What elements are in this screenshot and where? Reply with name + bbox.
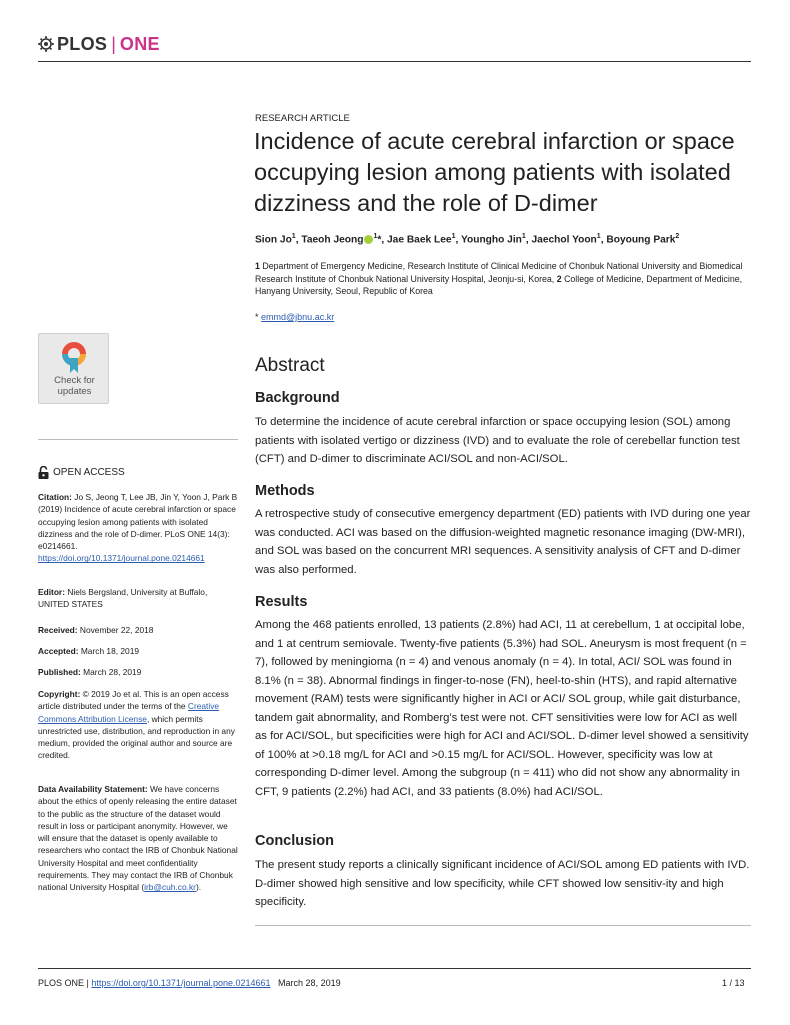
corresponding-star: *	[255, 312, 259, 322]
published-date: March 28, 2019	[83, 667, 142, 677]
copyright-block	[38, 688, 240, 762]
article-type: RESEARCH ARTICLE	[255, 113, 350, 124]
article-title: Incidence of acute cerebral infarction or space occupying lesion among patients with isolated dizziness and the role of D-dimer	[254, 128, 735, 216]
corresponding-marker: *	[377, 234, 382, 246]
published-label: Published:	[38, 667, 81, 677]
check-for-updates-badge[interactable]	[38, 333, 109, 404]
logo-separator: |	[111, 33, 116, 54]
badge-line-1: Check for	[54, 375, 95, 386]
affiliation-1: Department of Emergency Medicine, Research Institute of Clinical Medicine of Chonbuk National University and Biomedical Research Institute of Chonbuk National University Hospital, Jeonju-si, Korea,	[255, 261, 743, 284]
abstract-bottom-rule	[255, 925, 751, 926]
data-availability-end: ).	[195, 882, 202, 893]
conclusion-text: The present study reports a clinically significant incidence of ACI/SOL among ED patients with IVD. D-dimer showed high sensitive and low specificity, while CFT showed low sensitiv-ity and high specificity.	[255, 859, 750, 908]
footer-doi-link[interactable]: https://doi.org/10.1371/journal.pone.0214661	[91, 978, 271, 988]
sidebar-rule	[38, 439, 238, 440]
footer-journal: PLOS ONE |	[38, 978, 89, 988]
logo-one: ONE	[119, 33, 160, 54]
author-name[interactable]: Taeoh Jeong	[301, 234, 364, 246]
citation-text: Jo S, Jeong T, Lee JB, Jin Y, Yoon J, Park B (2019) Incidence of acute cerebral infarction or space occupying lesion among patients with isolated dizziness and the role of D-dimer. PLoS ONE 14(3): e0214661.	[38, 492, 238, 552]
results-text: Among the 468 patients enrolled, 13 patients (2.8%) had ACI, 11 at cerebellum, 1 at occipital lobe, and 1 at centrum semiovale. Twenty-five patients (5.3%) had SOL. Aneurysm is most frequent (n = 7), followed by meningioma (n = 4) and venous anomaly (n = 4). In total, ACI/ SOL was found in 8.1% (n = 38). Abnormal findings in finger-to-nose (FN), heel-to-shin (HTS), and rapid alternative movement (RAM) tests were significantly higher in ACI or ACI/ SOL group, while gait disturbance, tandem gait abnormality, and Romberg's test were not. CFT sensitivities were low for ACI as well as for ACI/SOL, but specificities were high for ACI and ACI/SOL. D-dimer level showed a sensitivity of 100% at >0.18 mg/L for ACI and >0.15 mg/L for ACI/SOL. However, specificity was low at corresponding D-dimer level. Among the subgroup (n = 411) who did not show any abnormality in CFT, 9 patients (2.2%) had ACI, and 33 patients (8.0%) had ACI/SOL.	[255, 619, 749, 798]
author-affiliation-marker: 1	[596, 233, 601, 240]
background-heading: Background	[255, 390, 340, 406]
published-block	[38, 666, 240, 678]
open-lock-icon	[38, 466, 49, 479]
author-name[interactable]: Jae Baek Lee	[387, 234, 452, 246]
author-affiliation-marker: 1	[451, 233, 456, 240]
author-affiliation-marker: 1	[373, 233, 378, 240]
editor-text: Niels Bergsland, University at Buffalo, UNITED STATES	[38, 587, 208, 610]
page-number: 1 / 13	[722, 978, 745, 988]
results-heading: Results	[255, 594, 308, 610]
methods-heading: Methods	[255, 483, 315, 499]
header-rule	[38, 61, 751, 62]
corresponding-email-link[interactable]: emmd@jbnu.ac.kr	[261, 312, 335, 322]
author-name[interactable]: Jaechol Yoon	[531, 234, 597, 246]
editor-block	[38, 586, 240, 611]
open-access-text: OPEN ACCESS	[53, 467, 125, 478]
affiliation-1-number: 1	[255, 261, 260, 271]
footer-rule	[38, 968, 751, 969]
cc-license-link[interactable]: Creative Commons Attribution License	[38, 701, 220, 724]
data-availability-label: Data Availability Statement:	[38, 784, 148, 794]
footer-citation	[38, 978, 341, 988]
editor-label: Editor:	[38, 587, 65, 597]
author-name[interactable]: Sion Jo	[255, 234, 292, 246]
affiliations	[255, 260, 752, 298]
affiliation-2-number: 2	[556, 273, 562, 284]
citation-block	[38, 491, 240, 565]
journal-logo[interactable]	[38, 34, 160, 54]
accepted-block	[38, 645, 240, 657]
author-affiliation-marker: 2	[675, 233, 680, 240]
conclusion-heading: Conclusion	[255, 833, 334, 849]
logo-plos: PLOS	[57, 33, 108, 54]
accepted-label: Accepted:	[38, 646, 79, 656]
irb-email-link[interactable]: irb@cuh.co.kr	[144, 882, 196, 893]
badge-line-2: updates	[57, 385, 92, 397]
footer-date: March 28, 2019	[278, 978, 341, 988]
background-text: To determine the incidence of acute cerebral infarction or space occupying lesion (SOL) among patients with isolated vertigo or dizziness (IVD) and to evaluate the role of cerebellar function test (CFT) and D-dimer to discriminate ACI/SOL and non-ACI/SOL.	[255, 416, 740, 465]
methods-text: A retrospective study of consecutive emergency department (ED) patients with IVD during one year was conducted. ACI was based on the diffusion-weighted magnetic resonance imaging (DW-MRI), and SOL was based on the concurrent MRI sequences. A sensitivity analysis of CFT and D-dimer was also performed.	[255, 508, 751, 576]
plos-gear-icon	[38, 36, 54, 52]
affiliation-2: College of Medicine, Department of Medicine, Hanyang University, Seoul, Republic of Korea	[255, 273, 743, 296]
author-name[interactable]: Youngho Jin	[460, 234, 522, 246]
citation-doi-link[interactable]: https://doi.org/10.1371/journal.pone.0214661	[38, 553, 205, 564]
abstract-heading: Abstract	[255, 355, 325, 376]
author-affiliation-marker: 1	[291, 233, 296, 240]
received-date: November 22, 2018	[79, 625, 154, 635]
author-list: Sion Jo$^1$, Taeoh Jeong $^1$*, Jae Baek Lee$^1$, Youngho Jin$^1$, Jaechol Yoon$^1$, Boyoung Park$^2$	[255, 233, 680, 246]
open-access-label	[38, 466, 125, 479]
crossmark-icon	[59, 340, 89, 374]
copyright-label: Copyright:	[38, 689, 81, 699]
received-label: Received:	[38, 625, 78, 635]
accepted-date: March 18, 2019	[80, 646, 140, 656]
citation-label: Citation:	[38, 492, 72, 502]
author-name[interactable]: Boyoung Park	[606, 234, 676, 246]
received-block	[38, 624, 240, 636]
data-availability-block	[38, 783, 240, 894]
corresponding-author	[255, 312, 334, 322]
copyright-text-end: , which permits unrestricted use, distribution, and reproduction in any medium, provided the original author and source are credited.	[38, 713, 235, 761]
copyright-text: © 2019 Jo et al. This is an open access article distributed under the terms of the	[38, 689, 229, 712]
data-availability-text: We have concerns about the ethics of openly releasing the entire dataset to the public as the structure of the dataset would result in loss or participant anonymity. However, we will ensure that the dataset is openly available to researchers who contact the IRB of Chonbuk National University Hospital and meet confidentiality requirements. They may contact the IRB of Chonbuk national University Hospital (	[38, 784, 238, 893]
author-affiliation-marker: 1	[521, 233, 526, 240]
